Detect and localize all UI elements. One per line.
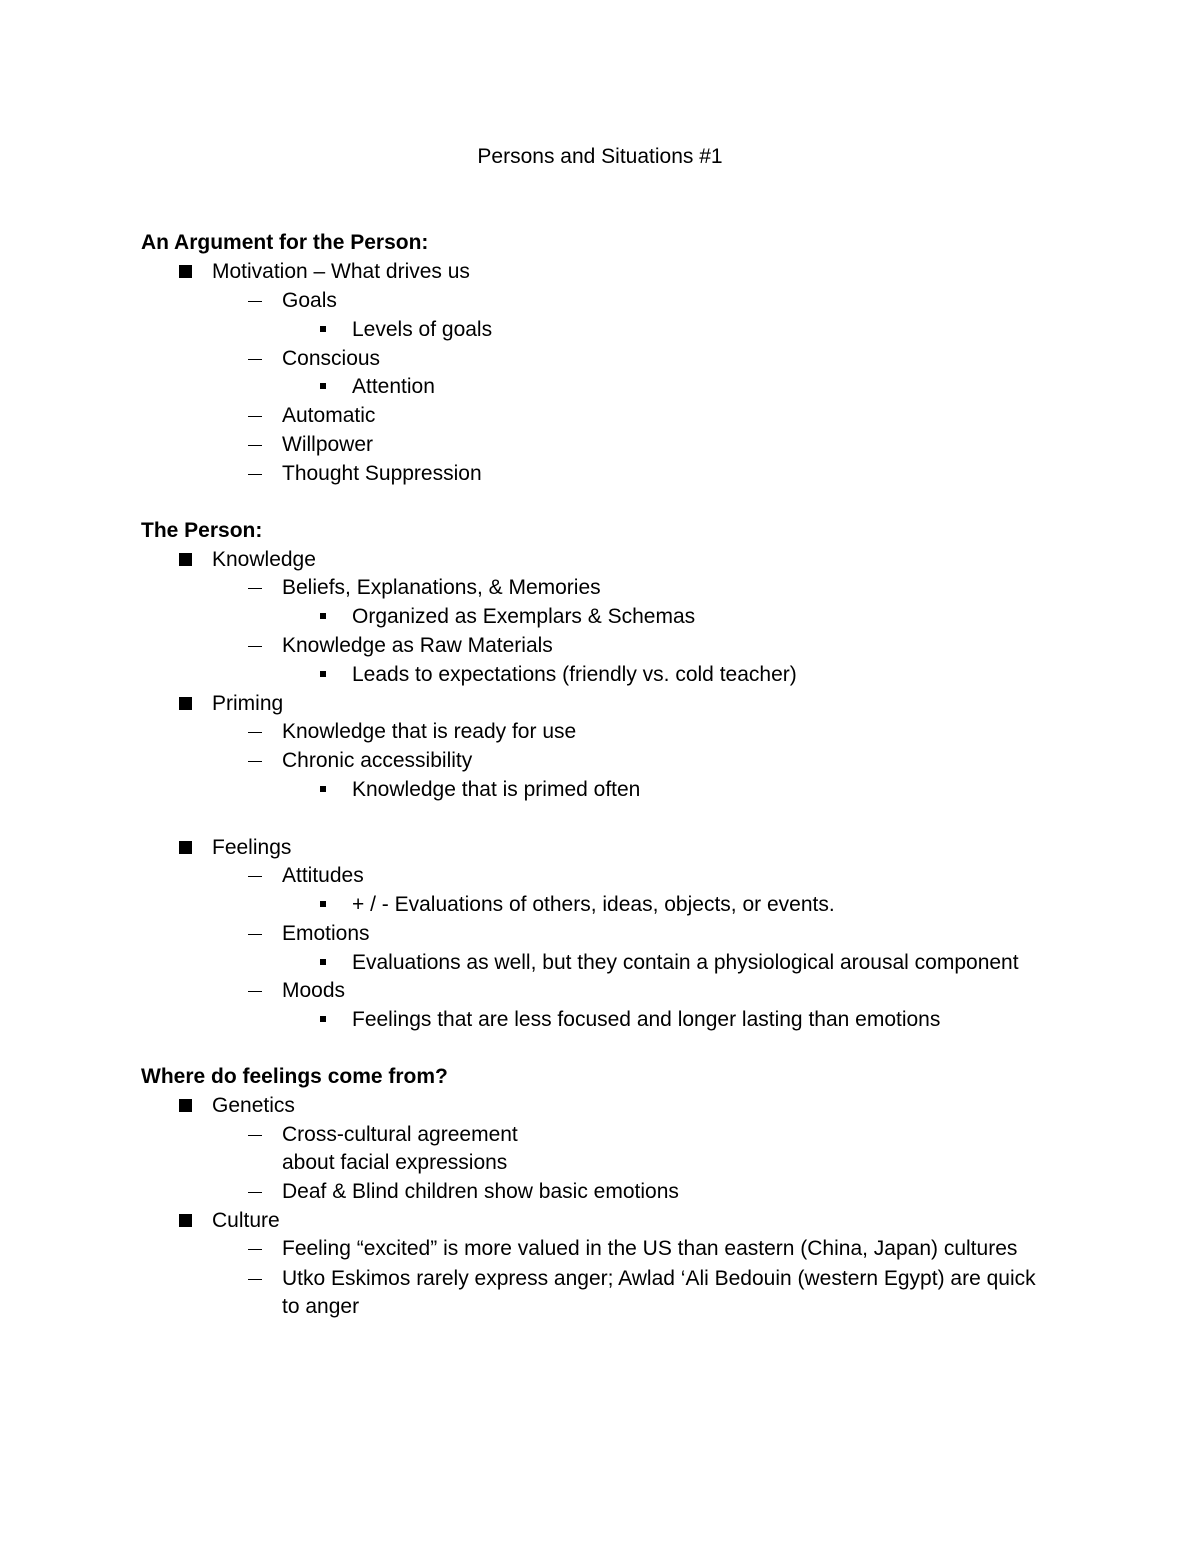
- list-item-text: Chronic accessibility: [282, 749, 473, 772]
- small-square-bullet-icon: [320, 1016, 326, 1022]
- list-item-text: Feelings that are less focused and longer lasting than emotions: [352, 1008, 941, 1031]
- list-item-text: Moods: [282, 979, 346, 1002]
- list-item-goals: [282, 288, 337, 314]
- list-item-text: Beliefs, Explanations, & Memories: [282, 576, 601, 599]
- dash-bullet-icon: [248, 301, 262, 302]
- list-item-motivation: [212, 259, 470, 285]
- list-item-beliefs: [282, 575, 601, 601]
- dash-bullet-icon: [248, 732, 262, 733]
- list-item-conscious: [282, 346, 380, 372]
- list-item-text: Utko Eskimos rarely express anger; Awlad ‘Ali Bedouin (western Egypt) are quick: [282, 1267, 1036, 1290]
- section-heading-argument: An Argument for the Person:: [141, 231, 429, 254]
- list-item-expectations: [352, 662, 797, 688]
- list-item-cross-cultural-continued: [282, 1150, 507, 1176]
- square-bullet-icon: [179, 1099, 192, 1112]
- dash-bullet-icon: [248, 588, 262, 589]
- dash-bullet-icon: [248, 474, 262, 475]
- list-item-text: Organized as Exemplars & Schemas: [352, 605, 696, 628]
- small-square-bullet-icon: [320, 383, 326, 389]
- list-item-text: Feeling “excited” is more valued in the US than eastern (China, Japan) cultures: [282, 1237, 1018, 1260]
- list-item-moods-definition: [352, 1007, 940, 1033]
- list-item-knowledge: [212, 547, 316, 573]
- list-item-primed-often: [352, 777, 640, 803]
- dash-bullet-icon: [248, 359, 262, 360]
- list-item-organized: [352, 604, 695, 630]
- small-square-bullet-icon: [320, 326, 326, 332]
- list-item-text: Feelings: [212, 836, 292, 859]
- list-item-text: Priming: [212, 692, 284, 715]
- dash-bullet-icon: [248, 991, 262, 992]
- list-item-text: Deaf & Blind children show basic emotions: [282, 1180, 679, 1203]
- list-item-utko-continued: [282, 1294, 359, 1320]
- list-item-text: Willpower: [282, 433, 374, 456]
- list-item-ready-for-use: [282, 719, 576, 745]
- list-item-text: Automatic: [282, 404, 376, 427]
- square-bullet-icon: [179, 553, 192, 566]
- list-item-text: Conscious: [282, 347, 381, 370]
- list-item-genetics: [212, 1093, 295, 1119]
- list-item-text: Evaluations as well, but they contain a physiological arousal component: [352, 951, 1019, 974]
- dash-bullet-icon: [248, 761, 262, 762]
- dash-bullet-icon: [248, 1249, 262, 1250]
- dash-bullet-icon: [248, 445, 262, 446]
- section-heading-person: The Person:: [141, 519, 263, 542]
- dash-bullet-icon: [248, 1135, 262, 1136]
- list-item-emotions-definition: [352, 950, 1019, 976]
- list-item-text: Attention: [352, 375, 435, 398]
- dash-bullet-icon: [248, 934, 262, 935]
- list-item-text: Levels of goals: [352, 318, 493, 341]
- list-item-priming: [212, 691, 283, 717]
- dash-bullet-icon: [248, 1279, 262, 1280]
- small-square-bullet-icon: [320, 901, 326, 907]
- small-square-bullet-icon: [320, 786, 326, 792]
- list-item-text: Culture: [212, 1209, 280, 1232]
- section-heading-feelings-origin: Where do feelings come from?: [141, 1065, 448, 1088]
- list-item-text: Knowledge: [212, 548, 316, 571]
- list-item-attention: [352, 374, 435, 400]
- list-item-text: Leads to expectations (friendly vs. cold teacher): [352, 663, 797, 686]
- square-bullet-icon: [179, 841, 192, 854]
- dash-bullet-icon: [248, 876, 262, 877]
- list-item-emotions: [282, 921, 370, 947]
- small-square-bullet-icon: [320, 613, 326, 619]
- small-square-bullet-icon: [320, 959, 326, 965]
- list-item-text: + / - Evaluations of others, ideas, objects, or events.: [352, 893, 835, 916]
- list-item-cross-cultural: [282, 1122, 518, 1148]
- list-item-text: Goals: [282, 289, 337, 312]
- small-square-bullet-icon: [320, 671, 326, 677]
- dash-bullet-icon: [248, 1192, 262, 1193]
- list-item-culture: [212, 1208, 280, 1234]
- list-item-excited: [282, 1236, 1017, 1262]
- list-item-text: Motivation – What drives us: [212, 260, 470, 283]
- list-item-text: Knowledge that is ready for use: [282, 720, 577, 743]
- list-item-utko: [282, 1266, 1036, 1292]
- list-item-attitudes-definition: [352, 892, 835, 918]
- list-item-chronic-accessibility: [282, 748, 472, 774]
- square-bullet-icon: [179, 1214, 192, 1227]
- list-item-text: Attitudes: [282, 864, 364, 887]
- list-item-text: Genetics: [212, 1094, 295, 1117]
- list-item-text: Emotions: [282, 922, 370, 945]
- list-item-levels-of-goals: [352, 317, 492, 343]
- dash-bullet-icon: [248, 416, 262, 417]
- list-item-moods: [282, 978, 345, 1004]
- list-item-text: Knowledge that is primed often: [352, 778, 641, 801]
- list-item-text: Cross-cultural agreement: [282, 1123, 518, 1146]
- list-item-text: Knowledge as Raw Materials: [282, 634, 553, 657]
- dash-bullet-icon: [248, 646, 262, 647]
- list-item-thought-suppression: [282, 461, 482, 487]
- list-item-deaf-blind: [282, 1179, 679, 1205]
- list-item-attitudes: [282, 863, 364, 889]
- list-item-text: to anger: [282, 1295, 360, 1318]
- list-item-text: about facial expressions: [282, 1151, 508, 1174]
- list-item-willpower: [282, 432, 373, 458]
- square-bullet-icon: [179, 697, 192, 710]
- list-item-automatic: [282, 403, 375, 429]
- list-item-feelings: [212, 835, 291, 861]
- list-item-text: Thought Suppression: [282, 462, 482, 485]
- page-title: Persons and Situations #1: [477, 145, 723, 168]
- list-item-raw-materials: [282, 633, 553, 659]
- square-bullet-icon: [179, 265, 192, 278]
